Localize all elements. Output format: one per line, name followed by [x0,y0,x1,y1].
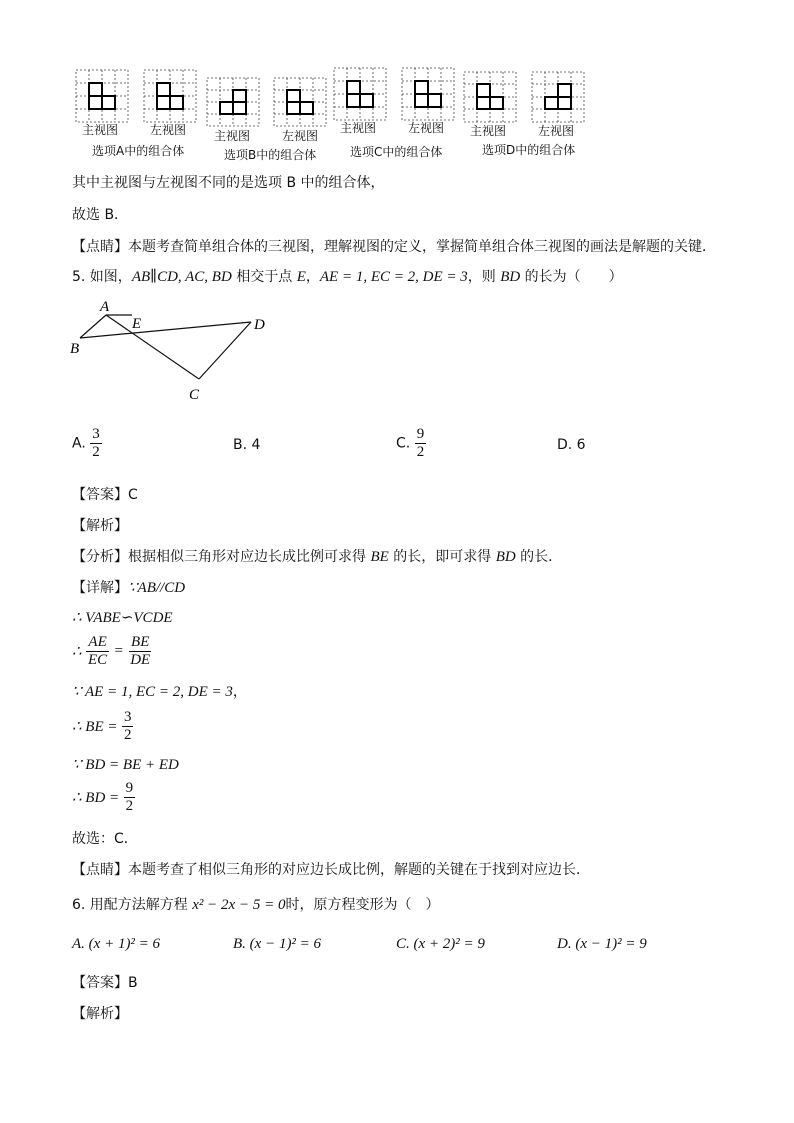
comment-text: 本题考查简单组合体的三视图，理解视图的定义，掌握简单组合体三视图的画法是解题的关键． [128,239,716,255]
label-e: E [132,316,142,332]
option-c-fraction [415,426,427,461]
fraction-ae-ec [86,634,109,669]
detail-tag: 【详解】 [72,580,128,596]
q5-stem [72,266,623,286]
segment-ac [106,315,199,379]
option-a-fraction [90,426,102,461]
caption-c-main: 主视图 [340,121,377,135]
q5-answer [72,484,138,504]
q5-option-b[interactable]: B. 4 [233,437,261,453]
option-a-label: A. [72,435,86,452]
step-5-lhs: ∴ BE = [72,719,118,735]
group-a-caption: 选项A中的组合体 [92,144,185,158]
q6-stem-text-1: 6. 用配方法解方程 [72,897,193,913]
caption-c-left: 左视图 [408,121,445,135]
q4-comment [72,236,716,256]
q4-choose: 故选 B． [72,207,129,223]
detail-step-6: ∵ BD = BE + ED [72,757,179,773]
detail-step-1: ∵AB//CD [128,580,186,596]
q5-analysis-tag: 【解析】 [72,518,128,534]
q6-equation: x² − 2x − 5 = 0 [192,897,286,913]
q5-stem-math-1: AB∥CD, AC, BD [131,269,232,285]
q5-comment [72,859,590,879]
segment-ba [80,315,106,338]
option-c-den: 2 [416,444,425,460]
q6-stem-text-2: 时，原方程变形为（ ） [285,897,440,913]
step-7-num: 9 [125,780,134,796]
caption-b-left: 左视图 [282,129,319,143]
answer-value: C [128,487,138,503]
q5-option-c[interactable] [396,426,426,461]
answer-tag: 【答案】 [72,487,128,503]
answer-tag: 【答案】 [72,975,128,991]
q5-stem-text-2: ， [305,269,320,285]
q5-stem-text-1: 相交于点 [231,269,297,285]
q5-choose: 故选：C． [72,831,138,847]
q5-number: 5. 如图， [72,269,132,285]
frac-num-be: BE [131,634,150,650]
frac-num-ae: AE [88,634,107,650]
step-7-lhs: ∴ BD = [72,790,120,806]
caption-d-main: 主视图 [470,124,507,138]
caption-b-main: 主视图 [214,129,251,143]
detail-step-4 [72,681,247,701]
frac-den-de: DE [130,652,151,668]
fenxi-text-2: 的长，即可求得 [388,549,496,565]
option-a-den: 2 [92,444,100,460]
q5-fenxi [72,546,562,566]
q5-stem-math-3: AE = 1, EC = 2, DE = 3 [319,269,468,285]
q5-option-d[interactable]: D. 6 [557,437,586,453]
frac-den-ec: EC [88,652,108,668]
detail-step-7 [72,780,135,815]
fraction-be-de [128,634,152,669]
q6-option-b[interactable]: B. (x − 1)² = 6 [233,936,322,952]
step-5-num: 3 [123,709,132,725]
group-c-caption: 选项C中的组合体 [350,145,443,159]
segment-bd [80,322,251,338]
group-d-caption: 选项D中的组合体 [482,143,576,157]
q6-option-c[interactable]: C. (x + 2)² = 9 [396,936,485,952]
step-7-fraction [124,780,136,815]
q5-option-a[interactable] [72,426,102,461]
step-5-fraction [122,709,134,744]
label-a: A [100,299,110,315]
detail-step-2: ∴ VABE∽VCDE [72,610,173,626]
fenxi-tag: 【分析】 [72,549,128,565]
group-b-caption: 选项B中的组合体 [224,148,317,162]
detail-step-3 [72,634,152,669]
q5-stem-text-4: 的长为（ ） [520,269,623,285]
q5-stem-text-3: ，则 [467,269,501,285]
fenxi-be: BE [370,549,389,565]
fenxi-text-1: 根据相似三角形对应边长成比例可求得 [128,549,371,565]
comment-text: 本题考查了相似三角形的对应边长成比例，解题的关键在于找到对应边长． [128,862,590,878]
option-c-num: 9 [416,426,425,442]
detail-step-5 [72,709,133,744]
fenxi-text-3: 的长． [515,549,563,565]
q5-stem-math-2: E [296,269,306,285]
comment-tag: 【点睛】 [72,862,128,878]
caption-a-left: 左视图 [150,123,187,137]
comment-tag: 【点睛】 [72,239,128,255]
option-c-label: C. [396,435,411,452]
caption-d-left: 左视图 [538,124,575,138]
q6-stem [72,894,439,914]
label-d: D [254,317,265,333]
fenxi-bd: BD [495,549,516,565]
step-4-math: ∵ AE = 1, EC = 2, DE = 3 [72,684,233,700]
option-a-num: 3 [92,426,100,442]
q6-answer [72,972,138,992]
q5-geometry-figure [60,295,280,405]
caption-a-main: 主视图 [82,123,119,137]
therefore-symbol: ∴ [72,644,82,660]
q6-option-a[interactable]: A. (x + 1)² = 6 [72,936,161,952]
step-7-den: 2 [125,798,134,814]
label-b: B [70,341,80,357]
segment-cd [199,322,251,379]
step-5-den: 2 [123,727,132,743]
q4-conclusion: 其中主视图与左视图不同的是选项 B 中的组合体， [72,175,385,191]
equals-sign: = [113,643,124,659]
q5-stem-math-4: BD [500,269,521,285]
q6-analysis-tag: 【解析】 [72,1006,128,1022]
q6-option-d[interactable]: D. (x − 1)² = 9 [557,936,647,952]
answer-value: B [128,975,138,991]
step-4-end: ， [232,684,247,700]
q5-detail [72,577,185,597]
label-c: C [189,387,200,403]
